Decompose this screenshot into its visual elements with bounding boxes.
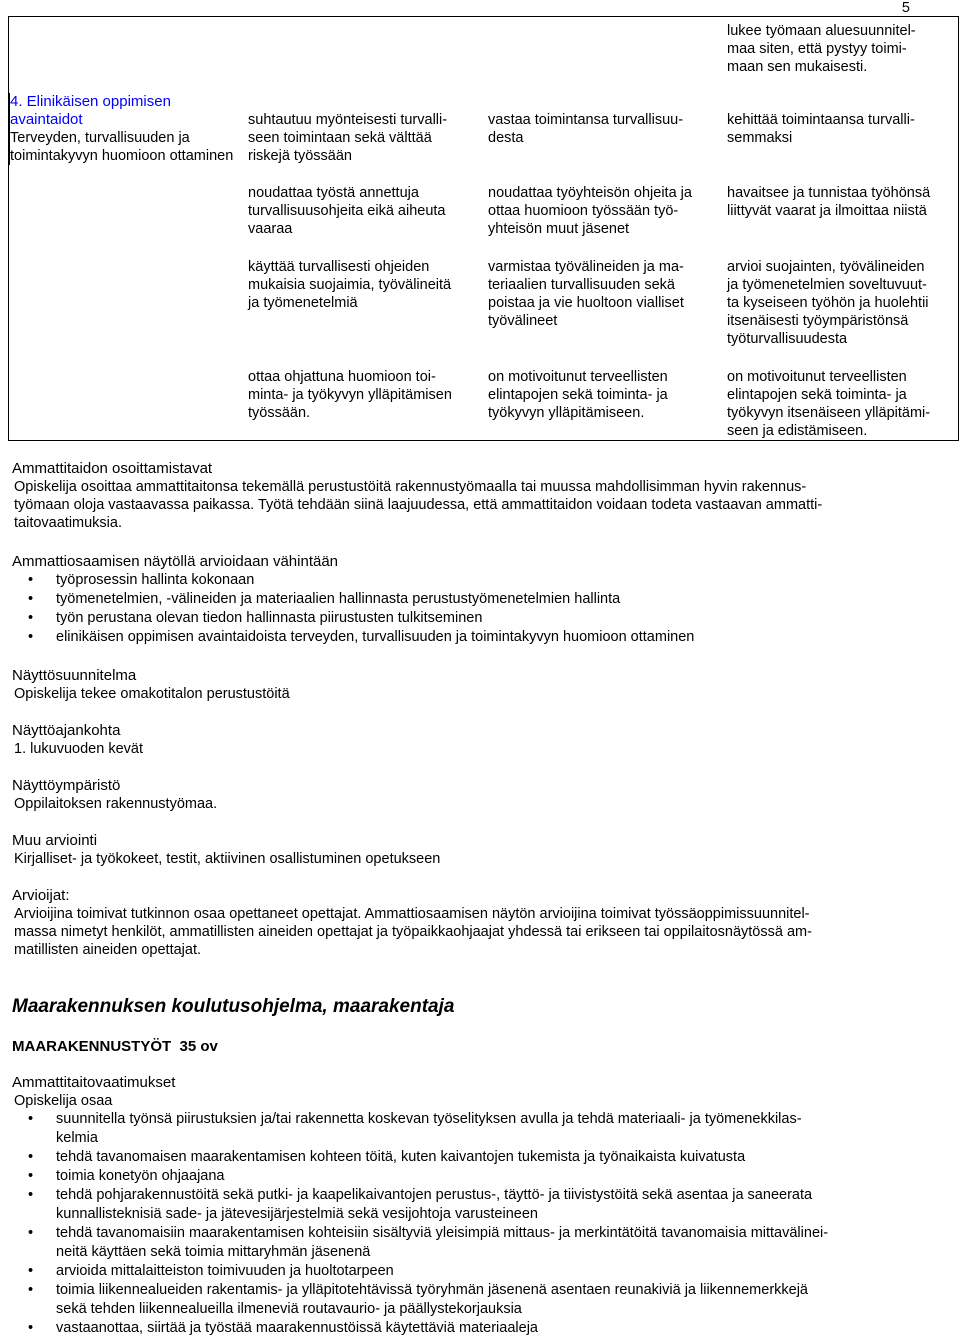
section-heading: Ammattiosaamisen näytöllä arvioidaan vähintään [12,553,339,570]
table-cell: noudattaa työyhteisön ohjeita ja ottaa huomioon työssään työ- yhteisön muut jäsenet [488,185,692,237]
section-heading: Muu arviointi [12,832,98,849]
table-cell-top-right: lukee työmaan aluesuunnitel- maa siten, että pystyy toimi- maan sen mukaisesti. [727,23,916,75]
list-item: • työmenetelmien, -välineiden ja materiaalien hallinnasta perustustyömenetelmien hallinta [0,590,952,609]
table-cell: kehittää toimintaansa turvalli- semmaksi [727,112,915,146]
timing-section [12,721,952,758]
section-text: Kirjalliset- ja työkokeet, testit, aktiivinen osallistuminen opetukseen [14,851,441,867]
section-heading: Ammattitaitovaatimukset [12,1074,176,1091]
course-title: MAARAKENNUSTYÖT 35 ov [12,1038,218,1055]
list-item: • tehdä tavanomaisen maarakentamisen kohteen töitä, kuten kaivantojen tukemista ja työnaikaista kuivatusta [0,1148,952,1167]
section-heading: Näyttösuunnitelma [12,667,137,684]
table-cell: havaitsee ja tunnistaa työhönsä liittyvät vaarat ja ilmoittaa niistä [727,185,931,219]
table-cell: on motivoitunut terveellisten elintapojen sekä toiminta- ja työkyvyn ylläpitämiseen. [488,369,668,421]
table-cell: on motivoitunut terveellisten elintapojen sekä toiminta- ja työkyvyn itsenäiseen ylläpitämi- seen ja edistämiseen. [727,369,931,439]
section-text: Arvioijina toimivat tutkinnon osaa opettaneet opettajat. Ammattiosaamisen näytön arvioijina toimivat työssäoppimissuunnitel- massa nimetyt henkilöt, ammatillisten aineiden opettajat ja työpaikkaohjaajat yhdessä tai erikseen tai oppilaitosnäytössä am- matillisten aineiden opettajat. [14,906,812,958]
section-text: 1. lukuvuoden kevät [14,741,143,757]
list-item: • tehdä pohjarakennustöitä sekä putki- ja kaapelikaivantojen perustus-, täyttö- ja tiivistystöitä sekä asentaa ja saneerata kunnallisteknisiä sade- ja jätevesijärjestelmiä sekä vesijohtoja varusteineen [0,1186,952,1224]
table-cell: käyttää turvallisesti ohjeiden mukaisia suojaimia, työvälineitä ja työmenetelmiä [248,259,452,311]
list-item: • arvioida mittalaitteiston toimivuuden ja huoltotarpeen [0,1262,952,1281]
list-item: • suunnitella työnsä piirustuksien ja/tai rakennetta koskevan työselityksen avulla ja tehdä materiaali- ja työmenekkilas- kelmia [0,1110,952,1148]
table-cell: varmistaa työvälineiden ja ma- teriaalien turvallisuuden sekä poistaa ja vie huoltoon vialliset työvälineet [488,259,684,329]
list-item: • toimia liikennealueiden rakentamis- ja ylläpitotehtävissä työryhmän jäsenenä asentaen reunakiviä ja liikennemerkkejä sekä tehden liikennealueilla ilmeneviä routavaurio- ja päällystekorjauksia [0,1281,952,1319]
section-text: Opiskelija osoittaa ammattitaitonsa tekemällä perustustöitä rakennustyömaalla tai muussa mahdollisimman hyvin rakennus- työmaan oloja vastaavassa paikassa. Työtä tehdään siinä laajuudessa, että ammattitaidon voidaan todeta vastaavan ammatti- taitovaatimuksia. [14,479,823,531]
other-assessment-section [12,831,952,868]
list-item: • toimia konetyön ohjaajana [0,1167,952,1186]
plan-section [12,666,952,703]
environment-section [12,776,952,813]
key-skill-column [9,93,240,165]
assessors-section [12,886,952,959]
list-item: • työprosessin hallinta kokonaan [0,571,952,590]
program-title: Maarakennuksen koulutusohjelma, maarakentaja [12,996,455,1017]
requirements-section [12,1073,952,1338]
list-item: • vastaanottaa, siirtää ja työstää maarakennustöissä käytettäviä materiaaleja [0,1319,952,1338]
list-item: • tehdä tavanomaisiin maarakentamisen kohteisiin sisältyviä yleisimpiä mittaus- ja merkintätöitä tavanomaisia mittavälinei- neitä käyttäen sekä toimia mittaryhmän jäsenenä [0,1224,952,1262]
section-text: Opiskelija tekee omakotitalon perustustöitä [14,686,290,702]
section-intro: Opiskelija osaa [14,1093,113,1109]
key-skill-title: 4. Elinikäisen oppimisen avaintaidot [10,93,171,128]
section-heading: Näyttöajankohta [12,722,121,739]
section-heading: Arvioijat: [12,887,70,904]
section-heading: Näyttöympäristö [12,777,121,794]
page-number: 5 [901,0,910,16]
section-text: Oppilaitoksen rakennustyömaa. [14,796,218,812]
table-cell: noudattaa työstä annettuja turvallisuusohjeita eikä aiheuta vaaraa [248,185,446,237]
table-cell: vastaa toimintansa turvallisuu- desta [488,112,684,146]
assessment-section [12,552,952,647]
section-heading: Ammattitaidon osoittamistavat [12,460,213,477]
table-cell: arvioi suojainten, työvälineiden ja työmenetelmien soveltuvuut- ta kyseiseen työhön ja huolehtii itsenäisesti työympäristönsä työturvallisuudesta [727,259,929,347]
key-skill-description: Terveyden, turvallisuuden ja toimintakyvyn huomioon ottaminen [10,130,234,164]
list-item: • työn perustana olevan tiedon hallinnasta piirustusten tulkitseminen [0,609,952,628]
list-item: • elinikäisen oppimisen avaintaidoista terveyden, turvallisuuden ja toimintakyvyn huomioon ottaminen [0,628,952,647]
demonstration-methods-section [12,459,952,532]
table-cell: suhtautuu myönteisesti turvalli- seen toimintaan sekä välttää riskejä työssään [248,112,448,164]
table-cell: ottaa ohjattuna huomioon toi- minta- ja työkyvyn ylläpitämisen työssään. [248,369,452,421]
